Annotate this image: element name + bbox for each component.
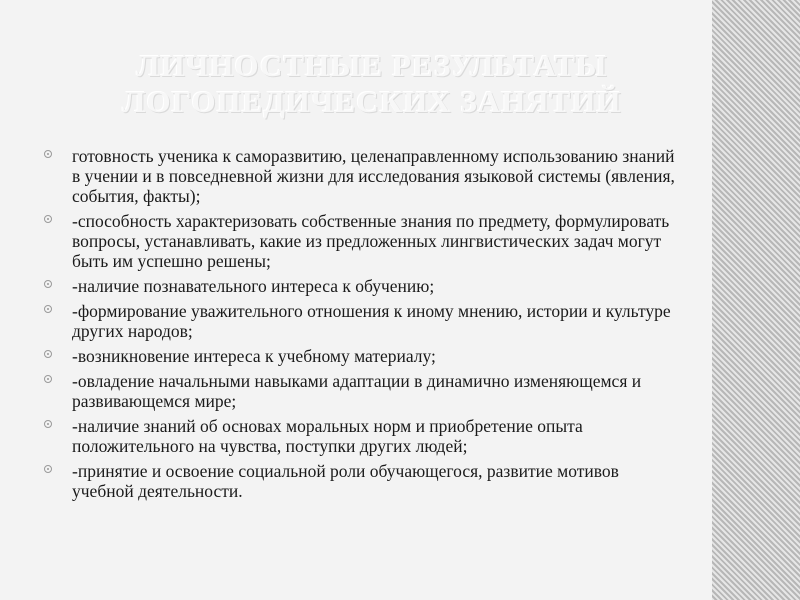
list-item: [40, 416, 680, 456]
list-item: [40, 276, 680, 296]
bullet-list: [40, 146, 680, 506]
list-item: [40, 301, 680, 341]
circle-bullet-icon: [44, 215, 52, 223]
circle-bullet-icon: [44, 420, 52, 428]
list-item: [40, 371, 680, 411]
list-item-text: -наличие познавательного интереса к обучению;: [72, 276, 435, 296]
circle-bullet-icon: [44, 305, 52, 313]
list-item-text: готовность ученика к саморазвитию, целенаправленному использованию знаний в учении и в повседневной жизни для исследования языковой системы (явления, события, факты);: [72, 146, 675, 206]
decorative-stripe-panel: [712, 0, 800, 600]
list-item-text: -способность характеризовать собственные знания по предмету, формулировать вопросы, устанавливать, какие из предложенных лингвистических задач могут быть им успешно решены;: [72, 211, 670, 271]
slide-title: [52, 48, 692, 120]
list-item-text: -формирование уважительного отношения к иному мнению, истории и культуре других народов;: [72, 301, 671, 341]
list-item-text: -наличие знаний об основах моральных норм и приобретение опыта положительного на чувства, поступки других людей;: [72, 416, 583, 456]
circle-bullet-icon: [44, 350, 52, 358]
list-item-text: -принятие и освоение социальной роли обучающегося, развитие мотивов учебной деятельности.: [72, 461, 619, 501]
slide-title-line-2: ЛОГОПЕДИЧЕСКИХ ЗАНЯТИЙ: [122, 84, 622, 119]
list-item-text: -овладение начальными навыками адаптации в динамично изменяющемся и развивающемся мире;: [72, 371, 642, 411]
circle-bullet-icon: [44, 150, 52, 158]
list-item: [40, 211, 680, 271]
circle-bullet-icon: [44, 465, 52, 473]
circle-bullet-icon: [44, 280, 52, 288]
slide-title-line-1: ЛИЧНОСТНЫЕ РЕЗУЛЬТАТЫ: [136, 48, 608, 83]
list-item: [40, 146, 680, 206]
list-item: [40, 461, 680, 501]
list-item-text: -возникновение интереса к учебному материалу;: [72, 346, 436, 366]
list-item: [40, 346, 680, 366]
circle-bullet-icon: [44, 375, 52, 383]
